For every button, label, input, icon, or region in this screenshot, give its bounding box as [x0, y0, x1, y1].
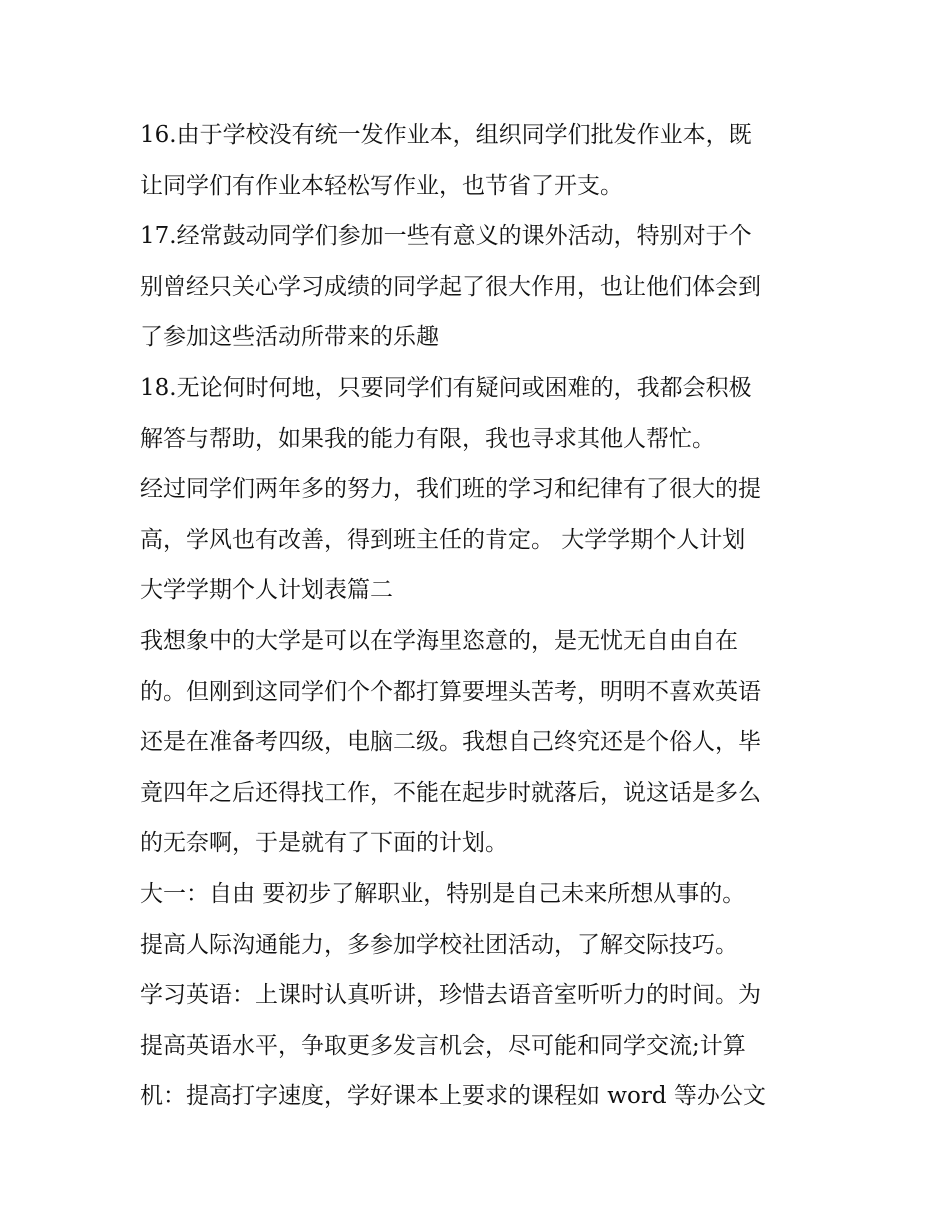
text-line: 18.无论何时何地，只要同学们有疑问或困难的，我都会积极	[140, 374, 752, 401]
text-line: 提高人际沟通能力，多参加学校社团活动，了解交际技巧。	[140, 931, 738, 958]
text-line: 的。但刚到这同学们个个都打算要埋头苦考，明明不喜欢英语	[140, 678, 761, 705]
text-line: 16.由于学校没有统一发作业本，组织同学们批发作业本，既	[140, 122, 752, 148]
text-line: 了参加这些活动所带来的乐趣	[140, 324, 439, 351]
text-line: 还是在准备考四级，电脑二级。我想自己终究还是个俗人，毕	[140, 729, 761, 756]
text-line: 让同学们有作业本轻松写作业，也节省了开支。	[140, 172, 623, 199]
text-line: 竟四年之后还得找工作，不能在起步时就落后，说这话是多么	[140, 779, 761, 806]
text-line: 的无奈啊，于是就有了下面的计划。	[140, 830, 508, 857]
text-line: 17.经常鼓动同学们参加一些有意义的课外活动，特别对于个	[140, 223, 752, 250]
text-line: 经过同学们两年多的努力，我们班的学习和纪律有了很大的提	[140, 476, 761, 503]
document-body	[140, 110, 820, 1122]
text-line: 大一：自由 要初步了解职业，特别是自己未来所想从事的。	[140, 880, 746, 907]
text-line: 解答与帮助，如果我的能力有限，我也寻求其他人帮忙。	[140, 425, 715, 452]
text-line: 提高英语水平，争取更多发言机会，尽可能和同学交流;计算	[140, 1032, 746, 1059]
text-line: 学习英语：上课时认真听讲，珍惜去语音室听听力的时间。为	[140, 982, 761, 1009]
text-line: 机：提高打字速度，学好课本上要求的课程如 word 等办公文	[140, 1083, 766, 1110]
text-line: 我想象中的大学是可以在学海里恣意的，是无忧无自由自在	[140, 627, 738, 654]
section-heading: 大学学期个人计划表篇二	[140, 577, 393, 604]
text-line: 高，学风也有改善，得到班主任的肯定。 大学学期个人计划	[140, 526, 746, 553]
text-line: 别曾经只关心学习成绩的同学起了很大作用，也让他们体会到	[140, 273, 761, 300]
